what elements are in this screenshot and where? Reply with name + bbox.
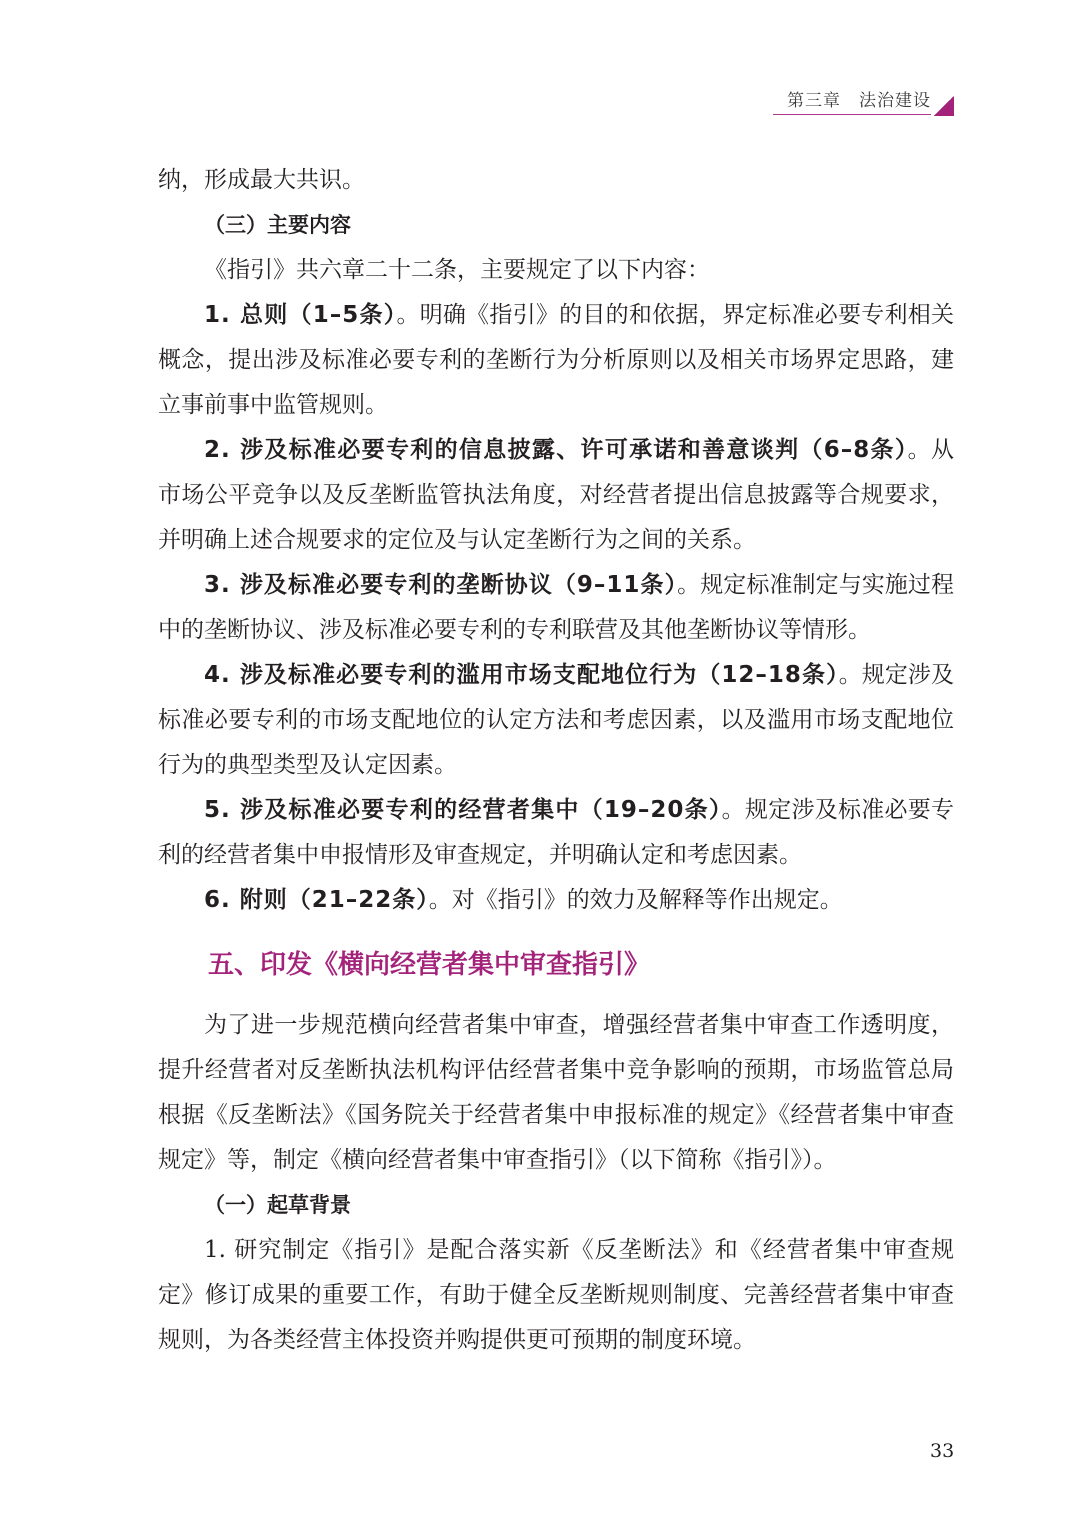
- item-lead: 1. 总则（1–5条）: [204, 302, 397, 328]
- subheading-background: （一）起草背景: [204, 1193, 351, 1217]
- item-text: 。规定涉及标准必要专利的市场支配地位的认定方法和考虑因素，以及滥用市场支配地位行为的典型类型及认定因素。: [158, 662, 955, 778]
- page-number: 33: [930, 1440, 955, 1462]
- item-text: 。明确《指引》的目的和依据，界定标准必要专利相关概念，提出涉及标准必要专利的垄断行为分析原则以及相关市场界定思路，建立事前事中监管规则。: [158, 302, 954, 418]
- continued-paragraph: 纳，形成最大共识。: [158, 167, 365, 193]
- running-header: [773, 86, 956, 118]
- list-item-6: [158, 878, 954, 923]
- header-divider: [773, 114, 931, 115]
- list-item-4: [158, 653, 954, 788]
- list-item-2: [158, 428, 954, 563]
- list-item-1: [158, 293, 954, 428]
- corner-triangle-icon: [934, 96, 954, 116]
- item-lead: 6. 附则（21–22条）: [204, 887, 429, 913]
- section-paragraph: 为了进一步规范横向经营者集中审查，增强经营者集中审查工作透明度，提升经营者对反垄断执法机构评估经营者集中竞争影响的预期，市场监管总局根据《反垄断法》《国务院关于经营者集中申报标准的规定》《经营者集中审查规定》等，制定《横向经营者集中审查指引》（以下简称《指引》）。: [158, 1012, 954, 1173]
- item-text: 。对《指引》的效力及解释等作出规定。: [428, 887, 843, 913]
- item-text: 。规定标准制定与实施过程中的垄断协议、涉及标准必要专利的专利联营及其他垄断协议等情形。: [158, 572, 955, 643]
- background-paragraph: 1. 研究制定《指引》是配合落实新《反垄断法》和《经营者集中审查规定》修订成果的重要工作，有助于健全反垄断规则制度、完善经营者集中审查规则，为各类经营主体投资并购提供更可预期的制度环境。: [158, 1237, 954, 1353]
- item-text: 。从市场公平竞争以及反垄断监管执法角度，对经营者提出信息披露等合规要求，并明确上述合规要求的定位及与认定垄断行为之间的关系。: [158, 437, 954, 553]
- chapter-title: 第三章 法治建设: [787, 91, 931, 111]
- subheading-main-content: （三）主要内容: [204, 213, 351, 237]
- item-lead: 5. 涉及标准必要专利的经营者集中（19–20条）: [204, 797, 722, 823]
- list-item-5: [158, 788, 954, 878]
- list-item-3: [158, 563, 954, 653]
- intro-paragraph: 《指引》共六章二十二条，主要规定了以下内容：: [204, 257, 710, 283]
- item-text: 。规定涉及标准必要专利的经营者集中申报情形及审查规定，并明确认定和考虑因素。: [158, 797, 954, 868]
- page-body: [158, 158, 954, 1363]
- item-lead: 4. 涉及标准必要专利的滥用市场支配地位行为（12–18条）: [204, 662, 839, 688]
- section-heading: 五、印发《横向经营者集中审查指引》: [208, 950, 651, 980]
- item-lead: 3. 涉及标准必要专利的垄断协议（9–11条）: [204, 572, 678, 598]
- item-lead: 2. 涉及标准必要专利的信息披露、许可承诺和善意谈判（6–8条）: [204, 437, 908, 463]
